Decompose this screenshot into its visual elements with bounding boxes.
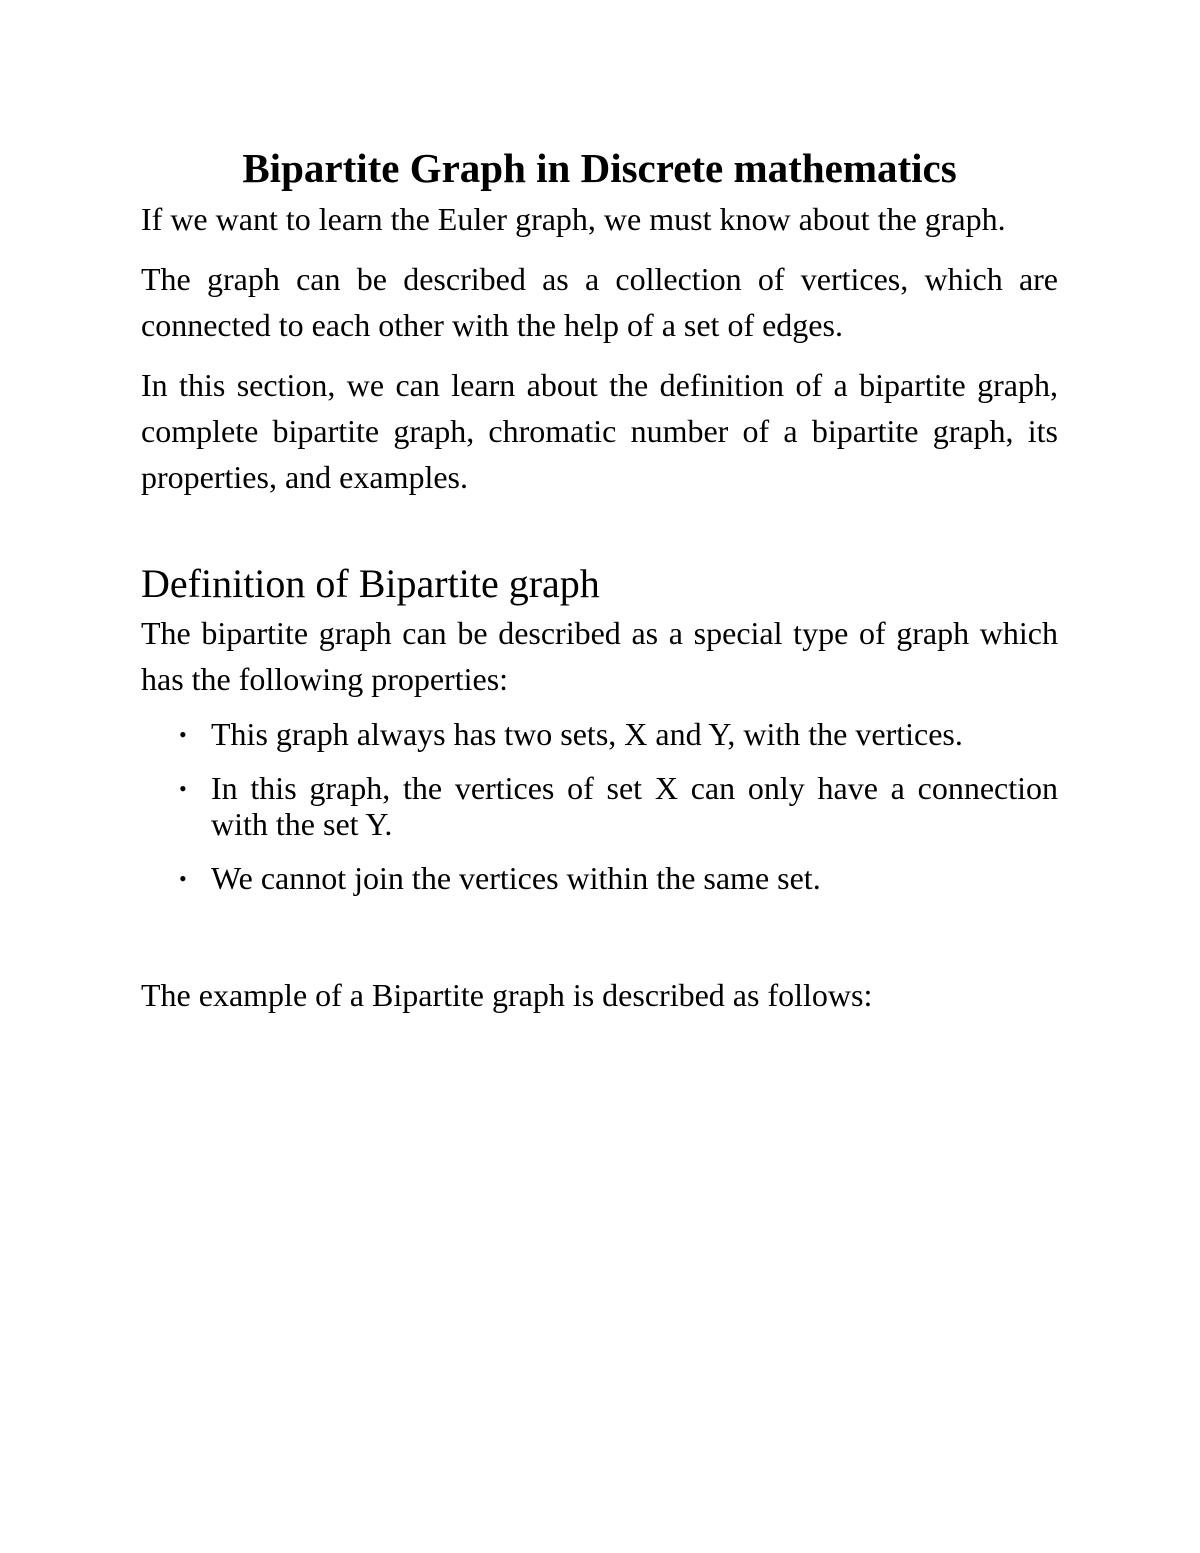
page-title: Bipartite Graph in Discrete mathematics [242, 145, 957, 191]
section-spacer [141, 514, 1058, 558]
intro-paragraph-1: If we want to learn the Euler graph, we must know about the graph. [141, 201, 1006, 237]
list-item-text: In this graph, the vertices of set X can only have a connection with the set Y. [211, 770, 1058, 842]
example-intro-paragraph: The example of a Bipartite graph is described as follows: [141, 977, 873, 1013]
intro-paragraph-3: In this section, we can learn about the definition of a bipartite graph, complete bipartite graph, chromatic number of a bipartite graph, its properties, and examples. [141, 367, 1058, 495]
list-item-text: We cannot join the vertices within the same set. [211, 860, 821, 896]
list-item-text: This graph always has two sets, X and Y, with the vertices. [211, 716, 963, 752]
properties-list [141, 716, 1058, 896]
bullet-icon: • [179, 776, 187, 801]
definition-paragraph: The bipartite graph can be described as a special type of graph which has the following properties: [141, 615, 1058, 697]
intro-paragraph-2: The graph can be described as a collection of vertices, which are connected to each other with the help of a set of edges. [141, 261, 1058, 343]
bullet-icon: • [179, 722, 187, 747]
list-item [141, 716, 1058, 752]
bullet-icon: • [179, 866, 187, 891]
definition-heading: Definition of Bipartite graph [141, 561, 600, 606]
list-item [141, 770, 1058, 842]
list-item [141, 860, 1058, 896]
document-content [141, 140, 1058, 1032]
section-spacer [141, 914, 1058, 972]
